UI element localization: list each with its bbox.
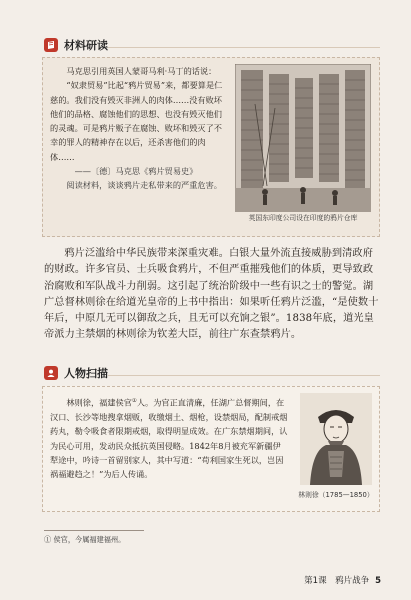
material-intro: 马克思引用英国人蒙哥马利·马丁的话说：	[66, 66, 217, 76]
main-body-text	[44, 246, 380, 344]
lesson-title: 第1课 鸦片战争	[304, 576, 370, 586]
footnote-ref: ①	[131, 398, 137, 404]
portrait-caption: 林则徐（1785—1850）	[298, 491, 374, 499]
material-question: 阅读材料，谈谈鸦片走私带来的严重危害。	[66, 180, 222, 191]
material-section-header	[44, 37, 108, 53]
illustration-caption: 英国东印度公司设在印度的鸦片仓库	[248, 214, 358, 222]
person-icon	[44, 366, 58, 380]
section-divider	[108, 375, 380, 376]
opium-warehouse-illustration	[235, 64, 371, 212]
book-icon	[44, 38, 58, 52]
main-paragraph: 鸦片泛滥给中华民族带来深重灾难。白银大量外流直接威胁到清政府的财政。许多官员、士兵吸食鸦片，不但严重摧残他们的体质，更导致政治腐败和军队战斗力削弱。这引起了统治阶级中一些有识之士的警觉。湖广总督林则徐在给道光皇帝的上书中指出：如果听任鸦片泛滥，“是使数十年后，中原几无可以御敌之兵，且无可以充饷之银”。1838年底，道光皇帝派力主禁烟的林则徐为钦差大臣，前往广东查禁鸦片。	[44, 248, 379, 341]
lin-zexu-portrait	[300, 393, 372, 485]
person-section-title: 人物扫描	[64, 367, 108, 380]
footnote-divider	[44, 530, 144, 531]
footnote: ① 侯官，今属福建福州。	[44, 535, 126, 544]
page-number: 5	[375, 576, 381, 586]
material-section-title: 材料研读	[64, 39, 108, 52]
person-text-part2: 人。为官正直清廉，任湖广总督期间，在汉口、长沙等地搜拿烟贩，收缴烟土、烟枪，设禁烟局，配制戒烟药丸，勒令吸食者限期戒烟，取得明显成效。在广东禁烟期间，认为民心可用，发动民众抵抗英国侵略。1842年8月被充军新疆伊犁途中，吟诗一首留别家人，其中写道：“苟利国家生死以，岂因祸福避趋之！”为后人传诵。	[50, 397, 288, 480]
material-text	[50, 64, 228, 193]
section-divider	[108, 47, 380, 48]
page-footer	[304, 574, 381, 586]
person-text	[50, 394, 288, 482]
material-source: ——〔德〕马克思《鸦片贸易史》	[74, 166, 198, 177]
material-quote: “奴隶贸易”比起“鸦片贸易”来，都要算是仁慈的。我们没有毁灭非洲人的肉体……没有败坏他们的品格、腐蚀他们的思想、也没有毁灭他们的灵魂。可是鸦片贩子在腐蚀、败坏和毁灭了不幸的罪人的精神存在以后，还杀害他们的肉体……	[50, 80, 223, 162]
person-section-header	[44, 365, 108, 381]
person-text-part1: 林则徐，福建侯官	[66, 397, 132, 408]
